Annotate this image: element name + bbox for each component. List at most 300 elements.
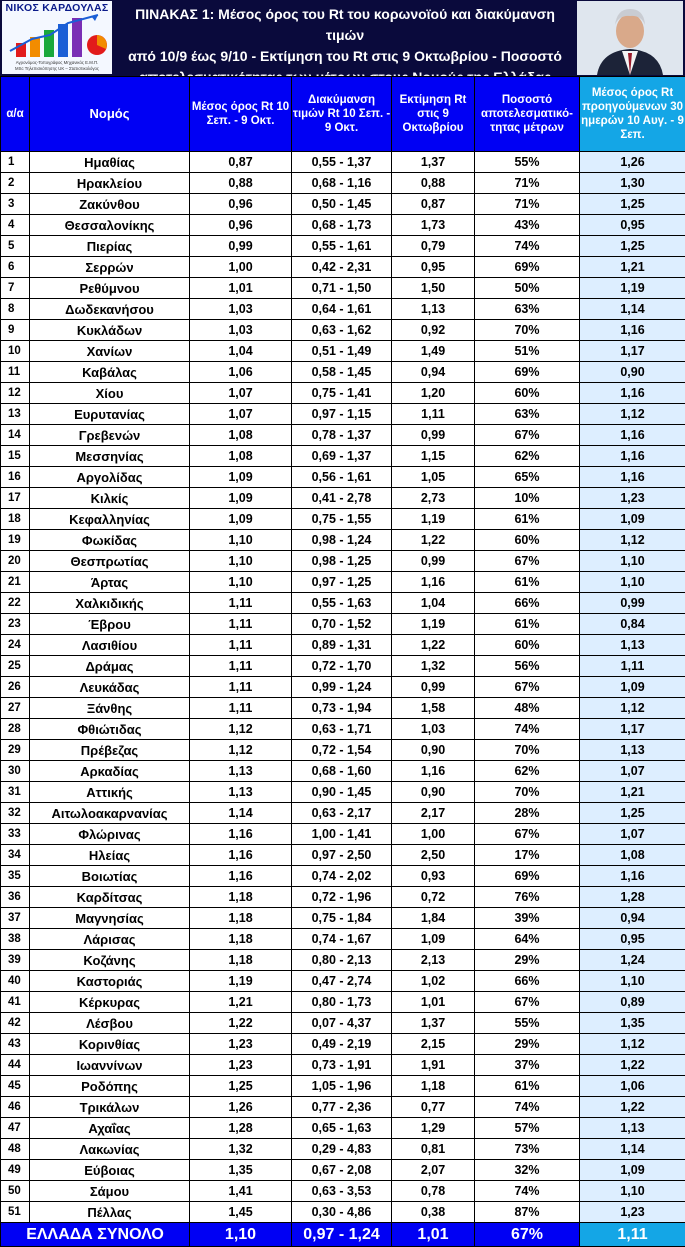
cell-estimate: 0,87 (392, 194, 475, 215)
cell-estimate: 1,32 (392, 656, 475, 677)
author-logo (2, 1, 112, 74)
table-row (1, 257, 685, 278)
cell-previous: 1,07 (580, 761, 685, 782)
cell-index: 23 (1, 614, 30, 635)
cell-nomos: Πιερίας (30, 236, 190, 257)
cell-effectiveness: 74% (475, 719, 580, 740)
table-row (1, 551, 685, 572)
cell-index: 26 (1, 677, 30, 698)
cell-previous: 1,14 (580, 1139, 685, 1160)
cell-mean: 1,16 (190, 824, 292, 845)
cell-effectiveness: 61% (475, 1076, 580, 1097)
cell-nomos: Φωκίδας (30, 530, 190, 551)
cell-effectiveness: 66% (475, 971, 580, 992)
cell-nomos: Χαλκιδικής (30, 593, 190, 614)
cell-nomos: Αχαΐας (30, 1118, 190, 1139)
cell-previous: 1,35 (580, 1013, 685, 1034)
cell-range: 0,78 - 1,37 (292, 425, 392, 446)
cell-mean: 1,23 (190, 1034, 292, 1055)
cell-nomos: Αττικής (30, 782, 190, 803)
cell-index: 13 (1, 404, 30, 425)
table-row (1, 446, 685, 467)
cell-index: 14 (1, 425, 30, 446)
cell-previous: 1,16 (580, 866, 685, 887)
cell-mean: 1,09 (190, 467, 292, 488)
cell-estimate: 1,49 (392, 341, 475, 362)
rt-table (0, 76, 685, 1247)
cell-previous: 1,16 (580, 467, 685, 488)
cell-estimate: 2,15 (392, 1034, 475, 1055)
cell-index: 17 (1, 488, 30, 509)
table-row (1, 194, 685, 215)
cell-index: 24 (1, 635, 30, 656)
cell-previous: 1,13 (580, 740, 685, 761)
cell-estimate: 0,38 (392, 1202, 475, 1223)
cell-estimate: 0,72 (392, 887, 475, 908)
cell-mean: 1,16 (190, 866, 292, 887)
cell-mean: 0,96 (190, 194, 292, 215)
cell-range: 0,75 - 1,41 (292, 383, 392, 404)
cell-effectiveness: 70% (475, 740, 580, 761)
table-row (1, 614, 685, 635)
cell-previous: 1,11 (580, 656, 685, 677)
table-row (1, 950, 685, 971)
cell-estimate: 2,13 (392, 950, 475, 971)
cell-mean: 1,35 (190, 1160, 292, 1181)
cell-previous: 1,25 (580, 194, 685, 215)
cell-previous: 1,06 (580, 1076, 685, 1097)
cell-mean: 1,03 (190, 299, 292, 320)
col-header-effectiveness: Ποσοστό αποτελεσματικό-τητας μέτρων (475, 77, 580, 152)
cell-nomos: Ροδόπης (30, 1076, 190, 1097)
cell-previous: 1,16 (580, 425, 685, 446)
cell-estimate: 1,16 (392, 572, 475, 593)
cell-index: 33 (1, 824, 30, 845)
cell-index: 4 (1, 215, 30, 236)
cell-effectiveness: 69% (475, 362, 580, 383)
cell-range: 0,63 - 2,17 (292, 803, 392, 824)
cell-index: 49 (1, 1160, 30, 1181)
cell-previous: 1,12 (580, 698, 685, 719)
cell-nomos: Λέσβου (30, 1013, 190, 1034)
total-mean: 1,10 (190, 1223, 292, 1247)
cell-previous: 1,17 (580, 719, 685, 740)
title-line: από 10/9 έως 9/10 - Εκτίμηση του Rt στις 9 Οκτωβρίου - Ποσοστό (116, 46, 574, 67)
table-row (1, 320, 685, 341)
cell-effectiveness: 39% (475, 908, 580, 929)
cell-mean: 1,11 (190, 614, 292, 635)
cell-index: 7 (1, 278, 30, 299)
cell-nomos: Εύβοιας (30, 1160, 190, 1181)
cell-previous: 1,12 (580, 1034, 685, 1055)
col-header-mean: Μέσος όρος Rt 10 Σεπ. - 9 Οκτ. (190, 77, 292, 152)
total-estimate: 1,01 (392, 1223, 475, 1247)
cell-range: 0,50 - 1,45 (292, 194, 392, 215)
cell-effectiveness: 65% (475, 467, 580, 488)
cell-index: 47 (1, 1118, 30, 1139)
cell-index: 16 (1, 467, 30, 488)
cell-nomos: Καστοριάς (30, 971, 190, 992)
cell-nomos: Αιτωλοακαρνανίας (30, 803, 190, 824)
cell-effectiveness: 28% (475, 803, 580, 824)
cell-range: 0,30 - 4,86 (292, 1202, 392, 1223)
cell-mean: 1,45 (190, 1202, 292, 1223)
cell-previous: 1,08 (580, 845, 685, 866)
cell-estimate: 1,03 (392, 719, 475, 740)
cell-range: 0,29 - 4,83 (292, 1139, 392, 1160)
cell-estimate: 0,92 (392, 320, 475, 341)
cell-estimate: 0,99 (392, 425, 475, 446)
cell-nomos: Πρέβεζας (30, 740, 190, 761)
cell-range: 0,98 - 1,25 (292, 551, 392, 572)
cell-index: 46 (1, 1097, 30, 1118)
cell-previous: 1,22 (580, 1097, 685, 1118)
cell-range: 0,97 - 1,25 (292, 572, 392, 593)
cell-index: 32 (1, 803, 30, 824)
cell-previous: 0,95 (580, 215, 685, 236)
cell-nomos: Ιωαννίνων (30, 1055, 190, 1076)
cell-mean: 1,18 (190, 908, 292, 929)
table-row (1, 845, 685, 866)
cell-effectiveness: 67% (475, 992, 580, 1013)
cell-index: 28 (1, 719, 30, 740)
cell-index: 41 (1, 992, 30, 1013)
table-row (1, 1160, 685, 1181)
cell-range: 0,99 - 1,24 (292, 677, 392, 698)
cell-index: 5 (1, 236, 30, 257)
cell-index: 39 (1, 950, 30, 971)
cell-nomos: Πέλλας (30, 1202, 190, 1223)
cell-mean: 1,12 (190, 740, 292, 761)
cell-effectiveness: 64% (475, 929, 580, 950)
cell-range: 0,63 - 1,62 (292, 320, 392, 341)
cell-nomos: Λάρισας (30, 929, 190, 950)
cell-effectiveness: 61% (475, 509, 580, 530)
cell-index: 18 (1, 509, 30, 530)
cell-index: 9 (1, 320, 30, 341)
cell-range: 0,58 - 1,45 (292, 362, 392, 383)
cell-mean: 1,11 (190, 635, 292, 656)
table-row (1, 383, 685, 404)
cell-nomos: Ηλείας (30, 845, 190, 866)
cell-estimate: 1,84 (392, 908, 475, 929)
cell-effectiveness: 61% (475, 614, 580, 635)
cell-effectiveness: 63% (475, 404, 580, 425)
cell-previous: 1,24 (580, 950, 685, 971)
cell-index: 44 (1, 1055, 30, 1076)
cell-index: 48 (1, 1139, 30, 1160)
cell-previous: 1,12 (580, 530, 685, 551)
cell-mean: 1,11 (190, 593, 292, 614)
cell-estimate: 1,19 (392, 614, 475, 635)
cell-previous: 0,89 (580, 992, 685, 1013)
cell-nomos: Γρεβενών (30, 425, 190, 446)
cell-effectiveness: 62% (475, 761, 580, 782)
table-row (1, 929, 685, 950)
cell-effectiveness: 32% (475, 1160, 580, 1181)
cell-range: 0,72 - 1,96 (292, 887, 392, 908)
cell-estimate: 0,99 (392, 551, 475, 572)
col-header-previous: Μέσος όρος Rt προηγούμενων 30 ημερών 10 Αυγ. - 9 Σεπ. (580, 77, 685, 152)
cell-nomos: Ευρυτανίας (30, 404, 190, 425)
cell-mean: 1,01 (190, 278, 292, 299)
title-line: ΠΙΝΑΚΑΣ 1: Μέσος όρος του Rt του κορωνοϊού και διακύμανση τιμών (116, 4, 574, 46)
cell-effectiveness: 50% (475, 278, 580, 299)
cell-nomos: Έβρου (30, 614, 190, 635)
cell-mean: 1,41 (190, 1181, 292, 1202)
cell-range: 0,55 - 1,37 (292, 152, 392, 173)
cell-estimate: 1,37 (392, 152, 475, 173)
cell-mean: 0,96 (190, 215, 292, 236)
table-row (1, 719, 685, 740)
table-row (1, 1097, 685, 1118)
cell-range: 0,55 - 1,63 (292, 593, 392, 614)
cell-range: 0,41 - 2,78 (292, 488, 392, 509)
cell-mean: 1,11 (190, 698, 292, 719)
cell-nomos: Χίου (30, 383, 190, 404)
table-row (1, 1034, 685, 1055)
cell-effectiveness: 29% (475, 950, 580, 971)
bar-chart-icon (2, 13, 112, 59)
col-header-estimate: Εκτίμηση Rt στις 9 Οκτωβρίου (392, 77, 475, 152)
cell-previous: 1,16 (580, 383, 685, 404)
cell-nomos: Ρεθύμνου (30, 278, 190, 299)
cell-estimate: 1,22 (392, 530, 475, 551)
cell-effectiveness: 69% (475, 866, 580, 887)
cell-index: 51 (1, 1202, 30, 1223)
table-row (1, 1118, 685, 1139)
cell-previous: 1,21 (580, 257, 685, 278)
cell-index: 27 (1, 698, 30, 719)
table-row (1, 404, 685, 425)
cell-previous: 0,94 (580, 908, 685, 929)
cell-range: 0,73 - 1,91 (292, 1055, 392, 1076)
cell-range: 1,05 - 1,96 (292, 1076, 392, 1097)
cell-mean: 1,19 (190, 971, 292, 992)
cell-mean: 1,00 (190, 257, 292, 278)
cell-estimate: 1,18 (392, 1076, 475, 1097)
table-row (1, 299, 685, 320)
cell-nomos: Αργολίδας (30, 467, 190, 488)
cell-estimate: 0,79 (392, 236, 475, 257)
table-row (1, 215, 685, 236)
table-row (1, 1055, 685, 1076)
cell-estimate: 1,37 (392, 1013, 475, 1034)
cell-estimate: 2,73 (392, 488, 475, 509)
cell-range: 0,71 - 1,50 (292, 278, 392, 299)
author-photo (577, 1, 683, 75)
cell-mean: 1,08 (190, 446, 292, 467)
cell-mean: 1,07 (190, 383, 292, 404)
cell-previous: 1,09 (580, 677, 685, 698)
cell-mean: 1,14 (190, 803, 292, 824)
logo-name: ΝΙΚΟΣ ΚΑΡΔΟΥΛΑΣ (2, 2, 112, 14)
table-row (1, 341, 685, 362)
cell-previous: 1,19 (580, 278, 685, 299)
table-row (1, 362, 685, 383)
cell-effectiveness: 63% (475, 299, 580, 320)
table-row (1, 908, 685, 929)
table-row (1, 803, 685, 824)
cell-index: 40 (1, 971, 30, 992)
cell-range: 0,73 - 1,94 (292, 698, 392, 719)
cell-index: 11 (1, 362, 30, 383)
cell-nomos: Θεσπρωτίας (30, 551, 190, 572)
cell-nomos: Άρτας (30, 572, 190, 593)
cell-estimate: 1,04 (392, 593, 475, 614)
cell-effectiveness: 10% (475, 488, 580, 509)
cell-estimate: 0,94 (392, 362, 475, 383)
cell-mean: 1,07 (190, 404, 292, 425)
cell-range: 0,51 - 1,49 (292, 341, 392, 362)
cell-previous: 1,10 (580, 572, 685, 593)
cell-mean: 1,28 (190, 1118, 292, 1139)
cell-nomos: Θεσσαλονίκης (30, 215, 190, 236)
cell-estimate: 0,78 (392, 1181, 475, 1202)
cell-range: 0,75 - 1,84 (292, 908, 392, 929)
col-header-range: Διακύμανση τιμών Rt 10 Σεπ. - 9 Οκτ. (292, 77, 392, 152)
cell-estimate: 1,01 (392, 992, 475, 1013)
cell-estimate: 1,19 (392, 509, 475, 530)
cell-effectiveness: 70% (475, 320, 580, 341)
total-label: ΕΛΛΑΔΑ ΣΥΝΟΛΟ (1, 1223, 190, 1247)
table-row (1, 236, 685, 257)
table-row (1, 992, 685, 1013)
cell-mean: 1,10 (190, 530, 292, 551)
cell-mean: 1,04 (190, 341, 292, 362)
cell-range: 0,97 - 1,15 (292, 404, 392, 425)
cell-previous: 1,25 (580, 803, 685, 824)
cell-nomos: Δράμας (30, 656, 190, 677)
cell-range: 0,67 - 2,08 (292, 1160, 392, 1181)
cell-nomos: Ηρακλείου (30, 173, 190, 194)
table-row (1, 1013, 685, 1034)
cell-index: 10 (1, 341, 30, 362)
cell-previous: 1,28 (580, 887, 685, 908)
cell-previous: 1,09 (580, 509, 685, 530)
header (0, 0, 685, 76)
total-effectiveness: 67% (475, 1223, 580, 1247)
cell-range: 0,77 - 2,36 (292, 1097, 392, 1118)
cell-previous: 0,99 (580, 593, 685, 614)
cell-nomos: Σάμου (30, 1181, 190, 1202)
cell-mean: 1,32 (190, 1139, 292, 1160)
cell-effectiveness: 43% (475, 215, 580, 236)
cell-index: 35 (1, 866, 30, 887)
table-row (1, 467, 685, 488)
cell-previous: 1,09 (580, 1160, 685, 1181)
cell-previous: 1,23 (580, 488, 685, 509)
table-row (1, 887, 685, 908)
table-row (1, 509, 685, 530)
cell-effectiveness: 55% (475, 152, 580, 173)
cell-index: 25 (1, 656, 30, 677)
table-row (1, 278, 685, 299)
cell-estimate: 0,93 (392, 866, 475, 887)
cell-nomos: Καβάλας (30, 362, 190, 383)
table-row (1, 488, 685, 509)
cell-effectiveness: 67% (475, 551, 580, 572)
cell-previous: 1,10 (580, 1181, 685, 1202)
cell-previous: 1,25 (580, 236, 685, 257)
cell-estimate: 1,05 (392, 467, 475, 488)
person-icon (577, 1, 683, 75)
cell-effectiveness: 37% (475, 1055, 580, 1076)
cell-estimate: 0,90 (392, 740, 475, 761)
cell-nomos: Κορινθίας (30, 1034, 190, 1055)
cell-range: 0,89 - 1,31 (292, 635, 392, 656)
cell-index: 37 (1, 908, 30, 929)
cell-effectiveness: 71% (475, 194, 580, 215)
cell-index: 22 (1, 593, 30, 614)
table-row (1, 635, 685, 656)
table-row (1, 677, 685, 698)
cell-nomos: Ημαθίας (30, 152, 190, 173)
cell-index: 36 (1, 887, 30, 908)
table-row (1, 173, 685, 194)
table-row (1, 572, 685, 593)
cell-index: 50 (1, 1181, 30, 1202)
cell-estimate: 1,09 (392, 929, 475, 950)
cell-nomos: Λακωνίας (30, 1139, 190, 1160)
col-header-nomos: Νομός (30, 77, 190, 152)
cell-mean: 1,10 (190, 572, 292, 593)
cell-index: 19 (1, 530, 30, 551)
logo-subtitle: Αγρονόμος-Τοπογράφος Μηχανικός Ε.Μ.Π. (2, 60, 112, 65)
cell-estimate: 0,88 (392, 173, 475, 194)
cell-previous: 1,10 (580, 971, 685, 992)
table-row (1, 824, 685, 845)
cell-estimate: 1,73 (392, 215, 475, 236)
cell-index: 21 (1, 572, 30, 593)
cell-mean: 1,12 (190, 719, 292, 740)
cell-effectiveness: 69% (475, 257, 580, 278)
cell-index: 29 (1, 740, 30, 761)
cell-mean: 1,25 (190, 1076, 292, 1097)
cell-previous: 1,07 (580, 824, 685, 845)
cell-effectiveness: 61% (475, 572, 580, 593)
cell-effectiveness: 57% (475, 1118, 580, 1139)
cell-previous: 1,16 (580, 446, 685, 467)
cell-index: 8 (1, 299, 30, 320)
cell-mean: 1,22 (190, 1013, 292, 1034)
cell-nomos: Μαγνησίας (30, 908, 190, 929)
cell-estimate: 1,50 (392, 278, 475, 299)
cell-estimate: 0,77 (392, 1097, 475, 1118)
cell-nomos: Αρκαδίας (30, 761, 190, 782)
cell-index: 34 (1, 845, 30, 866)
cell-range: 0,97 - 2,50 (292, 845, 392, 866)
cell-previous: 0,90 (580, 362, 685, 383)
cell-previous: 0,84 (580, 614, 685, 635)
cell-mean: 1,09 (190, 509, 292, 530)
cell-estimate: 1,58 (392, 698, 475, 719)
table-row (1, 425, 685, 446)
cell-nomos: Χανίων (30, 341, 190, 362)
cell-effectiveness: 71% (475, 173, 580, 194)
cell-mean: 1,18 (190, 929, 292, 950)
cell-estimate: 1,13 (392, 299, 475, 320)
table-row (1, 656, 685, 677)
cell-nomos: Κέρκυρας (30, 992, 190, 1013)
table-row (1, 761, 685, 782)
cell-nomos: Μεσσηνίας (30, 446, 190, 467)
cell-mean: 1,16 (190, 845, 292, 866)
cell-mean: 1,10 (190, 551, 292, 572)
cell-nomos: Τρικάλων (30, 1097, 190, 1118)
cell-nomos: Κιλκίς (30, 488, 190, 509)
cell-range: 0,68 - 1,60 (292, 761, 392, 782)
